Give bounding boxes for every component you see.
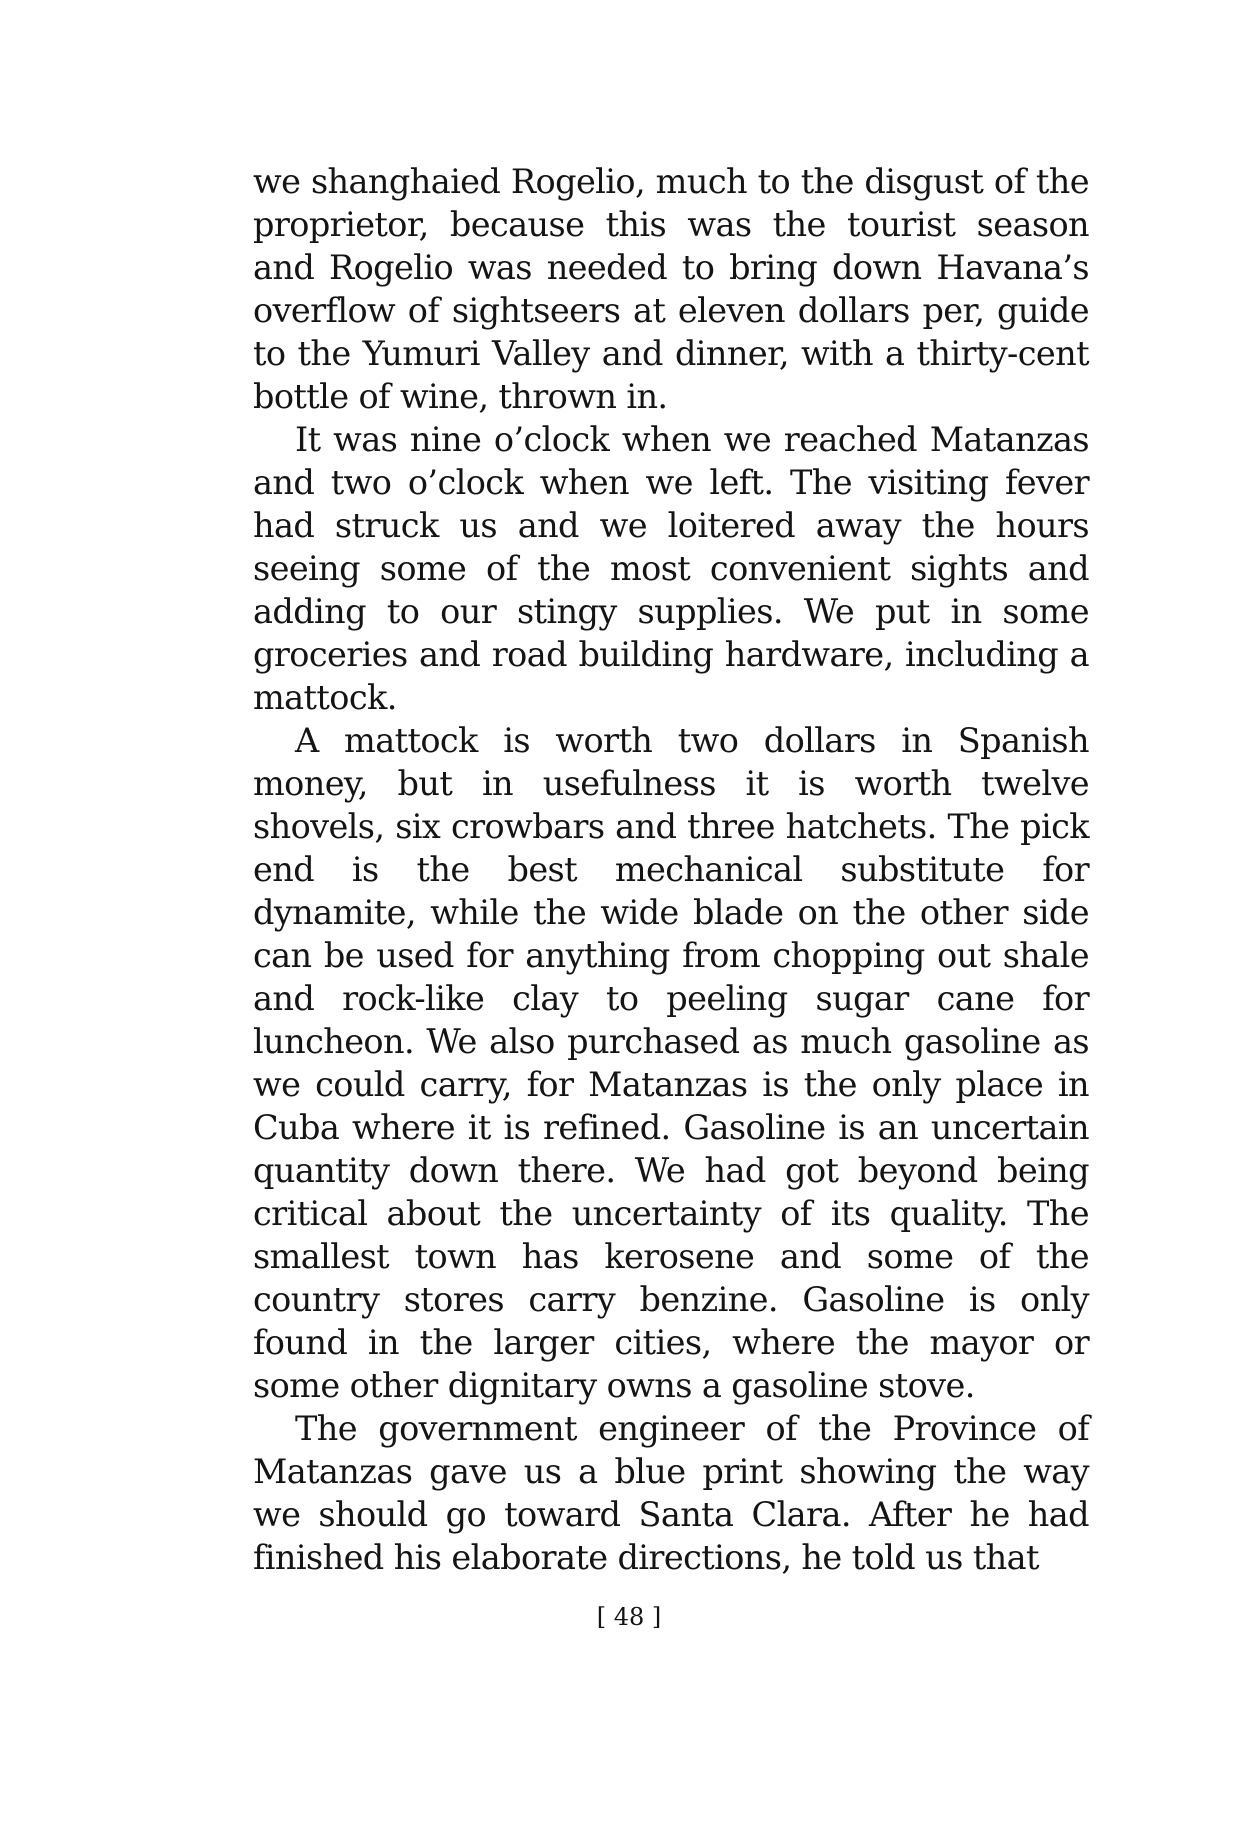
paragraph-mattock: A mattock is worth two dollars in Spanish money, but in usefulness it is worth twelve shovels, six crowbars and three hatchets. The pick end is the best mechanical substitute for dynamite, while the wide blade on the other side can be used for anything from chopping out shale and rock-like clay to peeling sugar cane for luncheon. We also purchased as much gasoline as we could carry, for Matanzas is the only place in Cuba where it is refined. Gasoline is an uncertain quantity down there. We had got beyond being critical about the uncertainty of its quality. The smallest town has kerosene and some of the country stores carry benzine. Gasoline is only found in the larger cities, where the mayor or some other dignitary owns a gasoline stove. (253, 721, 1089, 1405)
paragraph-government-engineer: The government engineer of the Province of Matanzas gave us a blue print showing the way we should go toward Santa Clara. After he had finished his elaborate directions, he told us that (253, 1409, 1089, 1577)
paragraph-matanzas-visit: It was nine o’clock when we reached Matanzas and two o’clock when we left. The visiting fever had struck us and we loitered away the hours seeing some of the most convenient sights and adding to our stingy supplies. We put in some groceries and road building hardware, including a mattock. (253, 420, 1089, 717)
paragraph-continuation: we shanghaied Rogelio, much to the disgust of the proprietor, because this was the tourist season and Rogelio was needed to bring down Havana’s overflow of sightseers at eleven dollars per, guide to the Yumuri Valley and dinner, with a thirty-cent bottle of wine, thrown in. (253, 162, 1089, 416)
body-text (253, 160, 1089, 1579)
page-number: [ 48 ] (596, 1603, 662, 1631)
